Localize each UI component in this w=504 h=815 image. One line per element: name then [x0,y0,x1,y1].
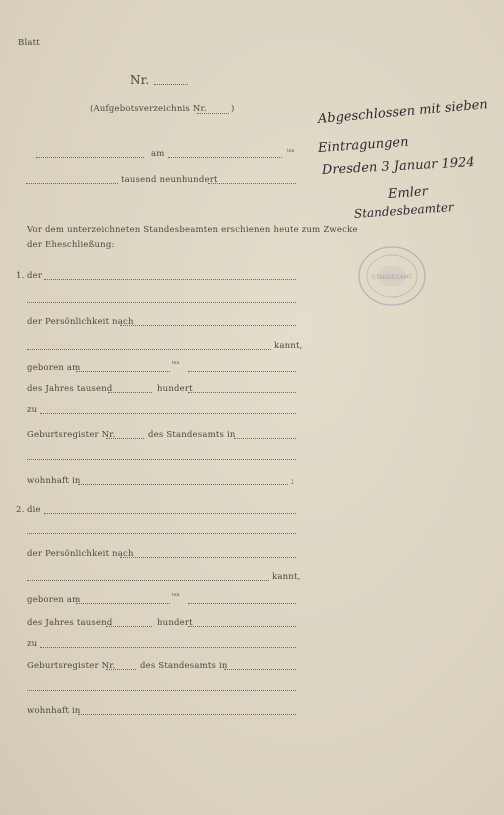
person2-ten-suffix: ten [172,593,180,598]
am-label: am [151,149,165,159]
tausend-label: tausend neunhundert [121,175,218,185]
person1-birthplace-field [40,413,296,414]
person2-wohnhaft-label: wohnhaft in [27,706,81,716]
person2-register-label: Geburtsregister Nr. [27,661,116,671]
person2-hundert-label: hundert [157,618,193,628]
annotation-line5: Standesbeamter [353,200,455,221]
person2-register-field [106,669,136,670]
annotation-line1: Abgeschlossen mit sieben [317,97,489,127]
person2-identity-field-2 [27,580,269,581]
person2-residence-field [78,714,296,715]
person1-birthmonth-field [188,371,296,372]
person2-geboren-label: geboren am [27,595,81,605]
person2-name-field [44,513,296,514]
person1-jahres-label: des Jahres tausend [27,384,113,394]
person1-semicolon: ; [291,476,295,486]
person1-number: 1. [16,271,25,281]
annotation-line2: Eintragungen [317,134,409,156]
person1-register-field [106,438,144,439]
blatt-label: Blatt [18,38,40,48]
year-field-a [26,183,118,184]
intro-line1: Vor dem unterzeichneten Standesbeamten erschienen heute zum Zwecke [27,225,358,235]
person2-birthdate-field [76,603,170,604]
nr-field [154,84,188,85]
person2-hundred-field [188,626,296,627]
person2-standesamt-field [224,669,296,670]
person1-persoenlichkeit-label: der Persönlichkeit nach [27,317,134,327]
person2-identity-field [120,557,296,558]
aufgebot-label: (Aufgebotsverzeichnis Nr. [90,104,207,114]
person2-zu-label: zu [27,639,38,649]
person1-der-label: der [27,271,43,281]
person2-jahres-label: des Jahres tausend [27,618,113,628]
person1-standesamt-field [234,438,296,439]
person1-register-label: Geburtsregister Nr. [27,430,116,440]
person2-number: 2. [16,505,25,515]
person2-birthplace-field [40,647,296,648]
place-field [36,157,144,158]
person1-identity-field-2 [27,349,271,350]
person2-kannt: kannt, [272,572,301,582]
person2-persoenlichkeit-label: der Persönlichkeit nach [27,549,134,559]
person1-residence-field [78,484,288,485]
person2-birthmonth-field [188,603,296,604]
intro-line2: der Eheschließung: [27,240,115,250]
person1-birthdate-field [76,371,170,372]
person1-zu-label: zu [27,405,38,415]
nr-label: Nr. [130,73,150,87]
official-stamp-icon [356,244,428,308]
aufgebot-close: ) [231,104,235,114]
person1-identity-field [120,325,296,326]
person1-geboren-label: geboren am [27,363,81,373]
person2-standesamt-field-2 [27,690,296,691]
year-field-b [208,183,296,184]
person1-kannt: kannt, [274,341,303,351]
person1-thousand-field [108,392,152,393]
annotation-line4: Emler [387,184,429,202]
annotation-line3: Dresden 3 Januar 1924 [321,155,476,178]
person1-name-field-2 [27,302,296,303]
person2-name-field-2 [27,533,296,534]
person1-wohnhaft-label: wohnhaft in [27,476,81,486]
person1-standesamt-field-2 [27,459,296,460]
date-field [168,157,282,158]
person1-ten-suffix: ten [172,361,180,366]
aufgebot-field [197,113,229,114]
person2-die-label: die [27,505,41,515]
person1-hundert-label: hundert [157,384,193,394]
person1-standesamt-label: des Standesamts in [148,430,236,440]
person1-hundred-field [188,392,296,393]
person2-standesamt-label: des Standesamts in [140,661,228,671]
person2-thousand-field [106,626,152,627]
ten-suffix: ten [287,149,295,154]
stamp-text: STANDESAMT [371,274,413,281]
person1-name-field [44,279,296,280]
